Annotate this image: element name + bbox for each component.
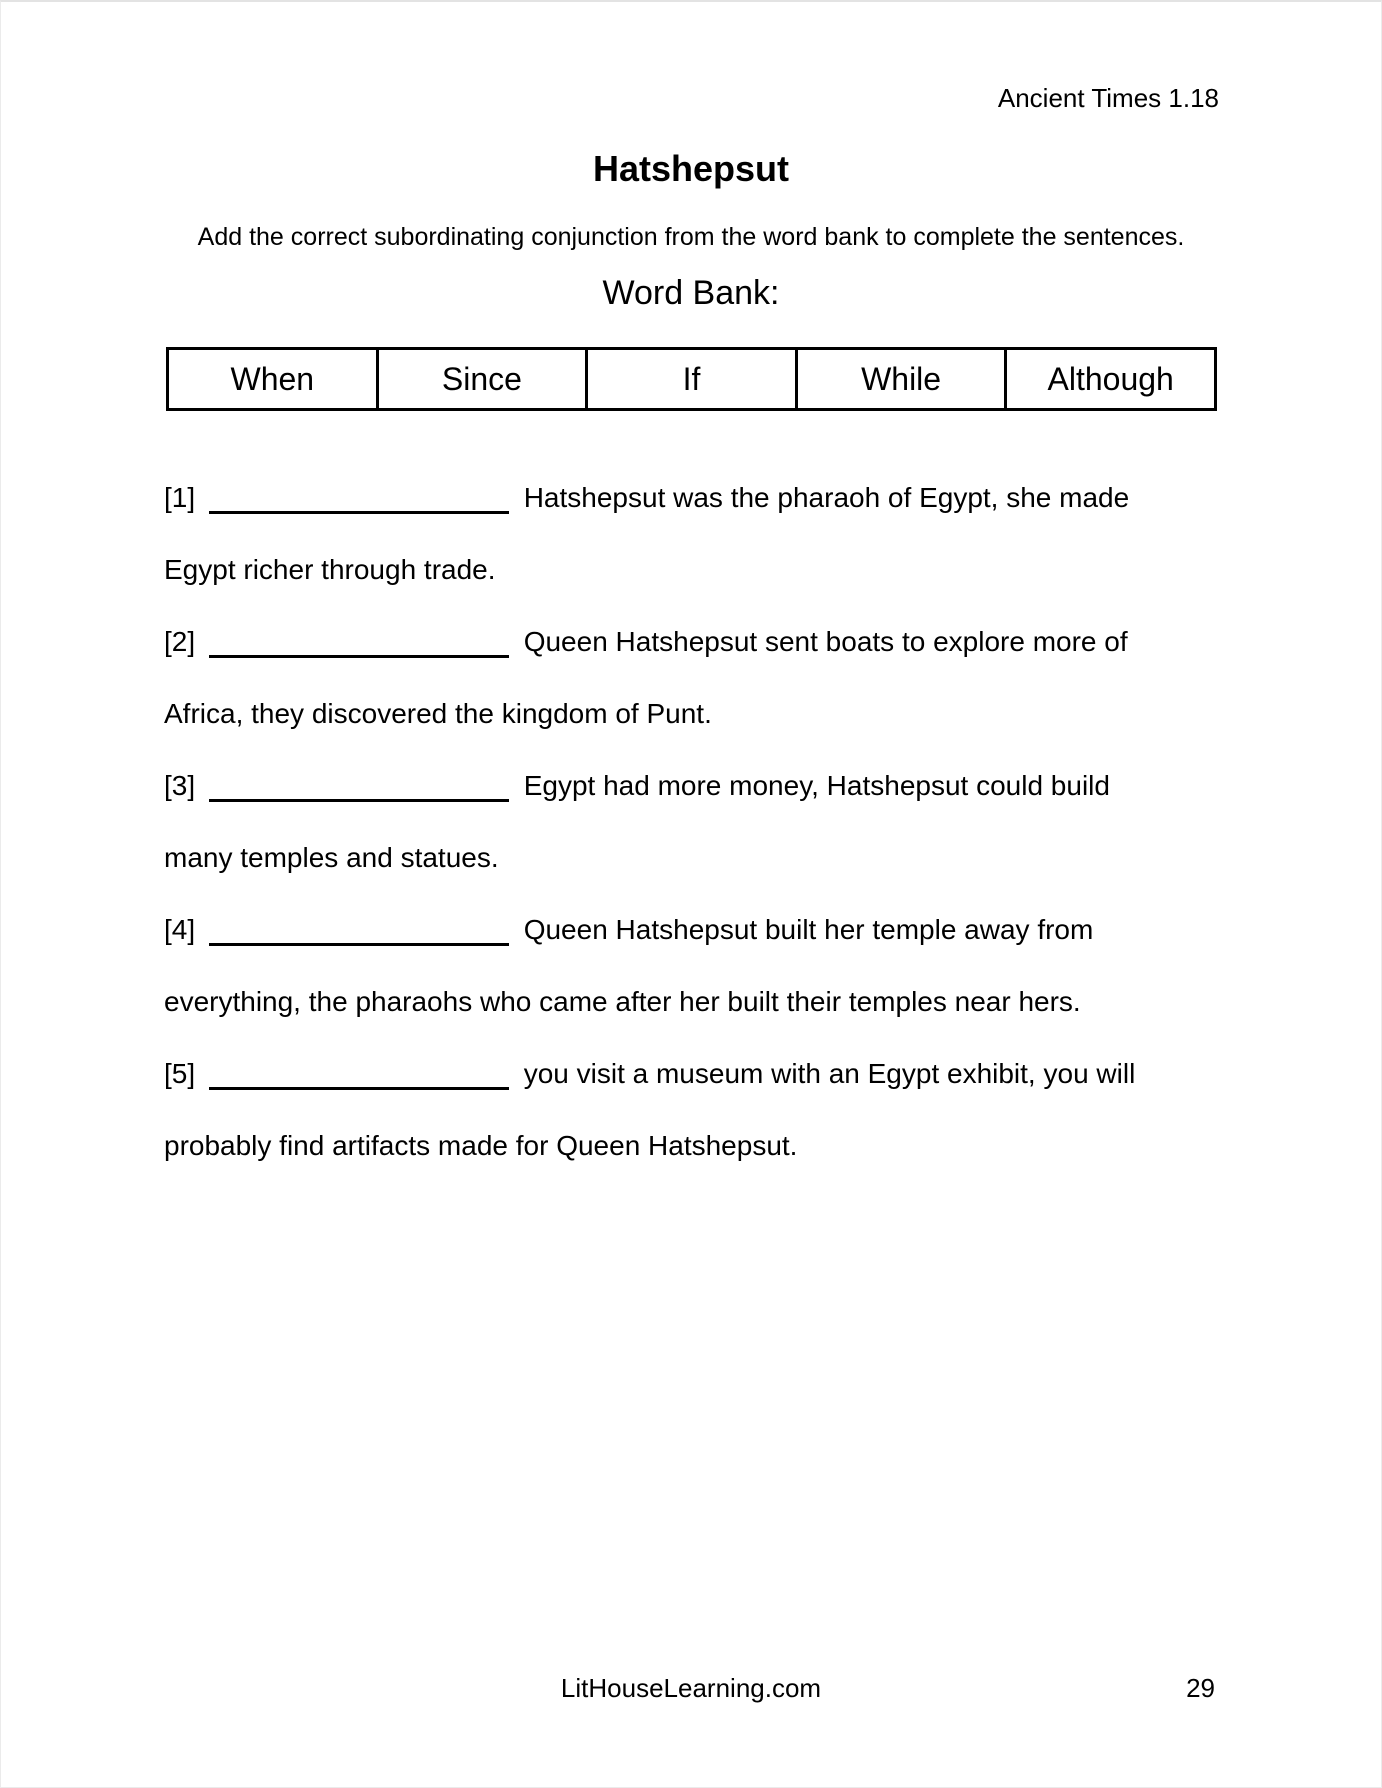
- sentence-text: Queen Hatshepsut built her temple away from: [523, 914, 1094, 945]
- sentence-text: everything, the pharaohs who came after her built their temples near hers.: [164, 986, 1081, 1017]
- word-bank-cell: Since: [377, 349, 587, 410]
- word-bank-row: [168, 349, 1216, 410]
- sentence-line: [164, 1038, 1226, 1110]
- sentence-line: [164, 894, 1226, 966]
- sentence-number: [4]: [164, 914, 196, 945]
- word-bank-table: [166, 347, 1217, 411]
- word-bank-cell: When: [168, 349, 378, 410]
- sentence-text: Egypt had more money, Hatshepsut could build: [523, 770, 1110, 801]
- page-title: Hatshepsut: [592, 148, 790, 189]
- sentence-line: [164, 606, 1226, 678]
- sentence-number: [2]: [164, 626, 196, 657]
- sentence-line: [164, 462, 1226, 534]
- sentence-line: [164, 534, 1226, 606]
- word-bank-cell: Although: [1006, 349, 1216, 410]
- header-label: Ancient Times 1.18: [997, 83, 1219, 113]
- sentence-line: [164, 1110, 1226, 1182]
- sentence-line: [164, 966, 1226, 1038]
- sentence-text: Egypt richer through trade.: [164, 554, 496, 585]
- sentence-text: Africa, they discovered the kingdom of Punt.: [164, 698, 712, 729]
- sentence-number: [3]: [164, 770, 196, 801]
- sentence-line: [164, 750, 1226, 822]
- sentence-line: [164, 822, 1226, 894]
- sentence-number: [5]: [164, 1058, 196, 1089]
- fill-in-blank: [209, 654, 509, 658]
- sentence-text: probably find artifacts made for Queen Hatshepsut.: [164, 1130, 798, 1161]
- footer-site-label: LitHouseLearning.com: [560, 1673, 822, 1703]
- sentence-number: [1]: [164, 482, 196, 513]
- word-bank-heading: Word Bank:: [602, 274, 780, 312]
- sentence-text: many temples and statues.: [164, 842, 499, 873]
- footer-page-number: 29: [1186, 1673, 1215, 1703]
- fill-in-blank: [209, 1086, 509, 1090]
- sentence-text: you visit a museum with an Egypt exhibit, you will: [523, 1058, 1136, 1089]
- sentence-text: Queen Hatshepsut sent boats to explore more of: [523, 626, 1128, 657]
- instruction-text: Add the correct subordinating conjunction from the word bank to complete the sentences.: [197, 223, 1185, 251]
- fill-in-blank: [209, 510, 509, 514]
- sentences-block: [164, 462, 1226, 1182]
- sentence-text: Hatshepsut was the pharaoh of Egypt, she made: [523, 482, 1130, 513]
- fill-in-blank: [209, 798, 509, 802]
- sentence-line: [164, 678, 1226, 750]
- word-bank-cell: While: [796, 349, 1006, 410]
- word-bank-cell: If: [587, 349, 797, 410]
- fill-in-blank: [209, 942, 509, 946]
